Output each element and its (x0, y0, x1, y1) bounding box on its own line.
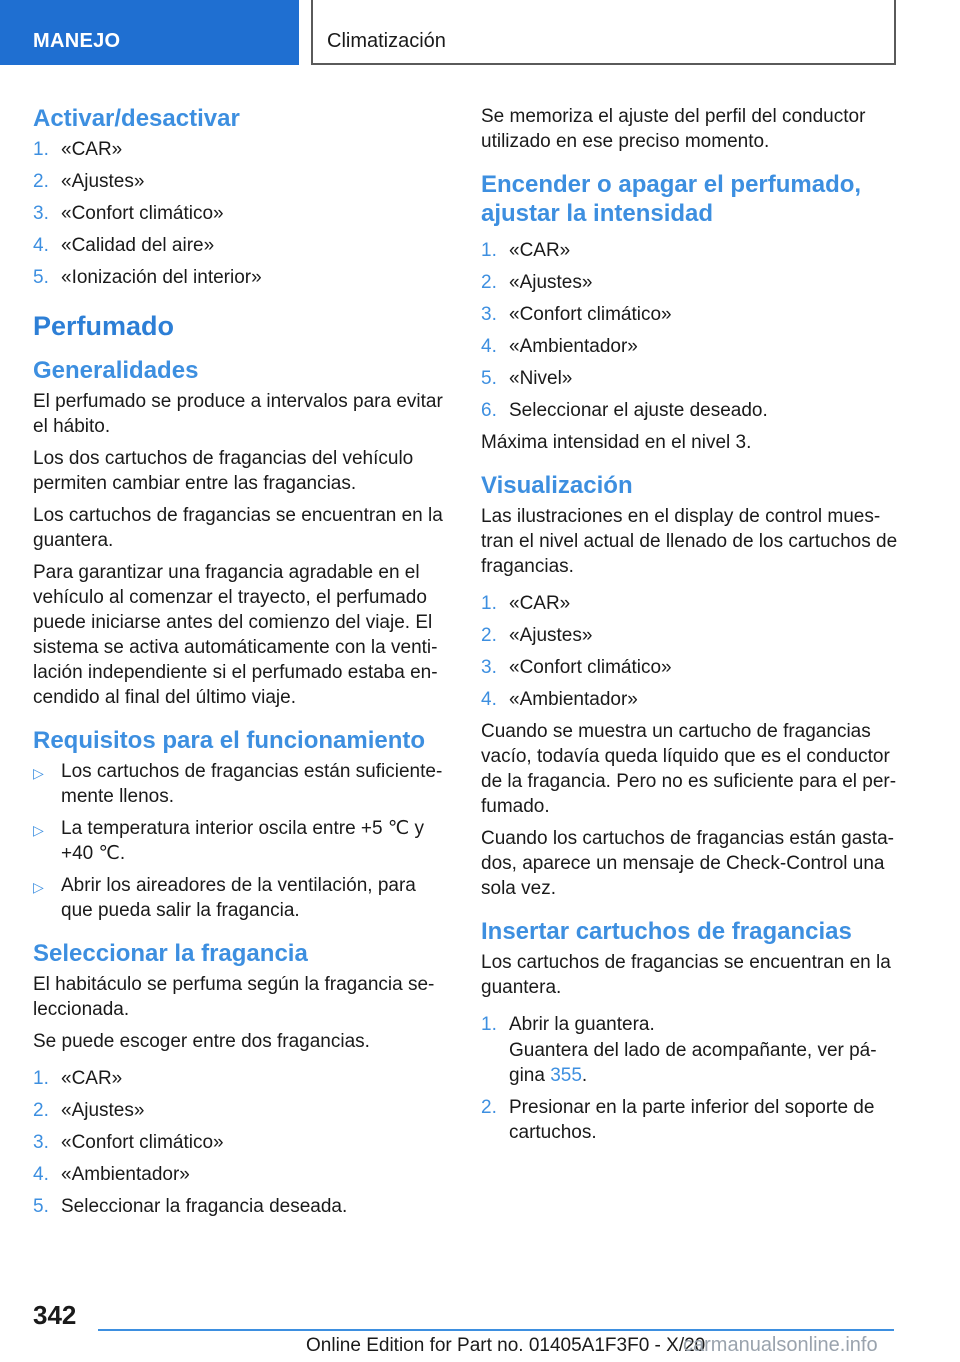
bullet-text: Abrir los aireadores de la ventilación, para que pueda salir la fragancia. (61, 875, 416, 921)
seleccionar-steps (33, 1066, 451, 1219)
list-item: 2. «Ajustes» (33, 1098, 451, 1123)
heading-requisitos: Requisitos para el funcionamiento (33, 727, 426, 754)
bullet-text: La temperatura interior oscila entre +5 ℃ y +40 ℃. (61, 818, 424, 864)
list-item: 2. «Ajustes» (33, 169, 451, 194)
step-text: «Confort climático» (509, 657, 672, 678)
paragraph: Se memoriza el ajuste del perfil del conductor utilizado en ese preciso momento. (481, 106, 866, 152)
page-number: 342 (33, 1300, 77, 1330)
step-text: «CAR» (61, 139, 123, 160)
step-text: «Ambientador» (509, 336, 638, 357)
list-item: 1. «CAR» (33, 1066, 451, 1091)
paragraph: Cuando los cartuchos de fragancias están gastados, aparece un mensaje de Check-Control una sola vez. (481, 828, 894, 899)
triangle-bullet-icon: ▷ (33, 822, 44, 838)
step-text: «Nivel» (509, 368, 573, 389)
visualizacion-steps (481, 591, 899, 712)
list-item: 2. Presionar en la parte inferior del soporte de cartuchos. (481, 1095, 899, 1145)
activar-steps (33, 137, 451, 290)
heading-visualizacion: Visualización (481, 472, 633, 499)
step-text: «Calidad del aire» (61, 235, 215, 256)
list-item: 5. «Nivel» (481, 366, 899, 391)
heading-generalidades: Generalidades (33, 357, 199, 384)
step-text: Abrir la guantera. (509, 1014, 655, 1035)
paragraph: Se puede escoger entre dos fragancias. (33, 1031, 370, 1052)
section-title: Climatización (311, 0, 896, 65)
list-item: 3. «Confort climático» (481, 302, 899, 327)
right-column (481, 98, 899, 1152)
paragraph: El habitáculo se perfuma según la fragancia seleccionada. (33, 974, 435, 1020)
heading-encender: Encender o apagar el perfumado, ajustar la intensidad (481, 171, 862, 227)
step-text: «CAR» (509, 240, 571, 261)
step-text: «CAR» (509, 593, 571, 614)
list-item: 3. «Confort climático» (481, 655, 899, 680)
bullet-text: Los cartuchos de fragancias están suficientemente llenos. (61, 761, 443, 807)
paragraph: Cuando se muestra un cartucho de fragancias vacío, todavía queda líquido que es el conductor de la fragancia. Pero no es suficiente para el perfumado. (481, 721, 897, 817)
list-item: 5. Seleccionar la fragancia deseada. (33, 1194, 451, 1219)
step-text: «Ajustes» (509, 272, 593, 293)
step-text: «CAR» (61, 1068, 123, 1089)
list-item: 3. «Confort climático» (33, 1130, 451, 1155)
paragraph: Para garantizar una fragancia agradable en el vehículo al comenzar el trayecto, el perfumado puede iniciarse antes del comienzo del viaje. El sistema se activa automáticamente con la ventilación independiente si el perfumado estaba encendido al final del último viaje. (33, 562, 438, 708)
list-item: 4. «Ambientador» (33, 1162, 451, 1187)
heading-activar: Activar/desactivar (33, 105, 240, 132)
step-text: «Ajustes» (61, 1100, 145, 1121)
paragraph: Los cartuchos de fragancias se encuentran en la guantera. (481, 952, 891, 998)
step-text: «Ajustes» (509, 625, 593, 646)
list-item: 4. «Ambientador» (481, 687, 899, 712)
step-text: «Ambientador» (509, 689, 638, 710)
list-item: 2. «Ajustes» (481, 623, 899, 648)
list-item: 4. «Calidad del aire» (33, 233, 451, 258)
step-text: «Confort climático» (61, 1132, 224, 1153)
list-item: 1. «CAR» (481, 238, 899, 263)
list-item (33, 816, 451, 866)
list-item: 1. Abrir la guantera. (481, 1012, 899, 1037)
step-text: «Ajustes» (61, 171, 145, 192)
requisitos-list (33, 759, 451, 923)
list-item: 1. «CAR» (33, 137, 451, 162)
step-text: Presionar en la parte inferior del soporte de cartuchos. (509, 1097, 875, 1143)
paragraph: Los dos cartuchos de fragancias del vehículo permiten cambiar entre las fragancias. (33, 448, 414, 494)
list-item: 3. «Confort climático» (33, 201, 451, 226)
list-item: 2. «Ajustes» (481, 270, 899, 295)
triangle-bullet-icon: ▷ (33, 765, 44, 781)
footer-divider (98, 1329, 894, 1331)
paragraph: El perfumado se produce a intervalos para evitar el hábito. (33, 391, 443, 437)
step-text: «Confort climático» (509, 304, 672, 325)
list-item: 1. «CAR» (481, 591, 899, 616)
triangle-bullet-icon: ▷ (33, 879, 44, 895)
list-item: 4. «Ambientador» (481, 334, 899, 359)
paragraph: Los cartuchos de fragancias se encuentran en la guantera. (33, 505, 443, 551)
insertar-steps-continued (481, 1095, 899, 1145)
list-item: 5. «Ionización del interior» (33, 265, 451, 290)
heading-perfumado: Perfumado (33, 311, 175, 341)
page-reference-link[interactable]: 355 (550, 1065, 582, 1086)
step-text: «Ambientador» (61, 1164, 190, 1185)
step-sub-paragraph: Guantera del lado de acompañante, ver página 355. (509, 1040, 877, 1086)
page-header (0, 0, 960, 66)
step-text: «Ionización del interior» (61, 267, 262, 288)
edition-text: Online Edition for Part no. 01405A1F3F0 - X/20 (306, 1335, 706, 1356)
chapter-tab: MANEJO (0, 0, 299, 65)
encender-steps (481, 238, 899, 423)
insertar-steps (481, 1012, 899, 1037)
watermark: carmanualsonline.info (683, 1334, 878, 1356)
list-item (33, 873, 451, 923)
step-text: «Confort climático» (61, 203, 224, 224)
heading-seleccionar: Seleccionar la fragancia (33, 940, 308, 967)
paragraph: Las ilustraciones en el display de control muestran el nivel actual de llenado de los cartuchos de fragancias. (481, 506, 898, 577)
list-item (33, 759, 451, 809)
paragraph: Máxima intensidad en el nivel 3. (481, 432, 752, 453)
list-item: 6. Seleccionar el ajuste deseado. (481, 398, 899, 423)
step-text: Seleccionar el ajuste deseado. (509, 400, 768, 421)
step-text: Seleccionar la fragancia deseada. (61, 1196, 348, 1217)
heading-insertar: Insertar cartuchos de fragancias (481, 918, 852, 945)
left-column (33, 98, 451, 1226)
